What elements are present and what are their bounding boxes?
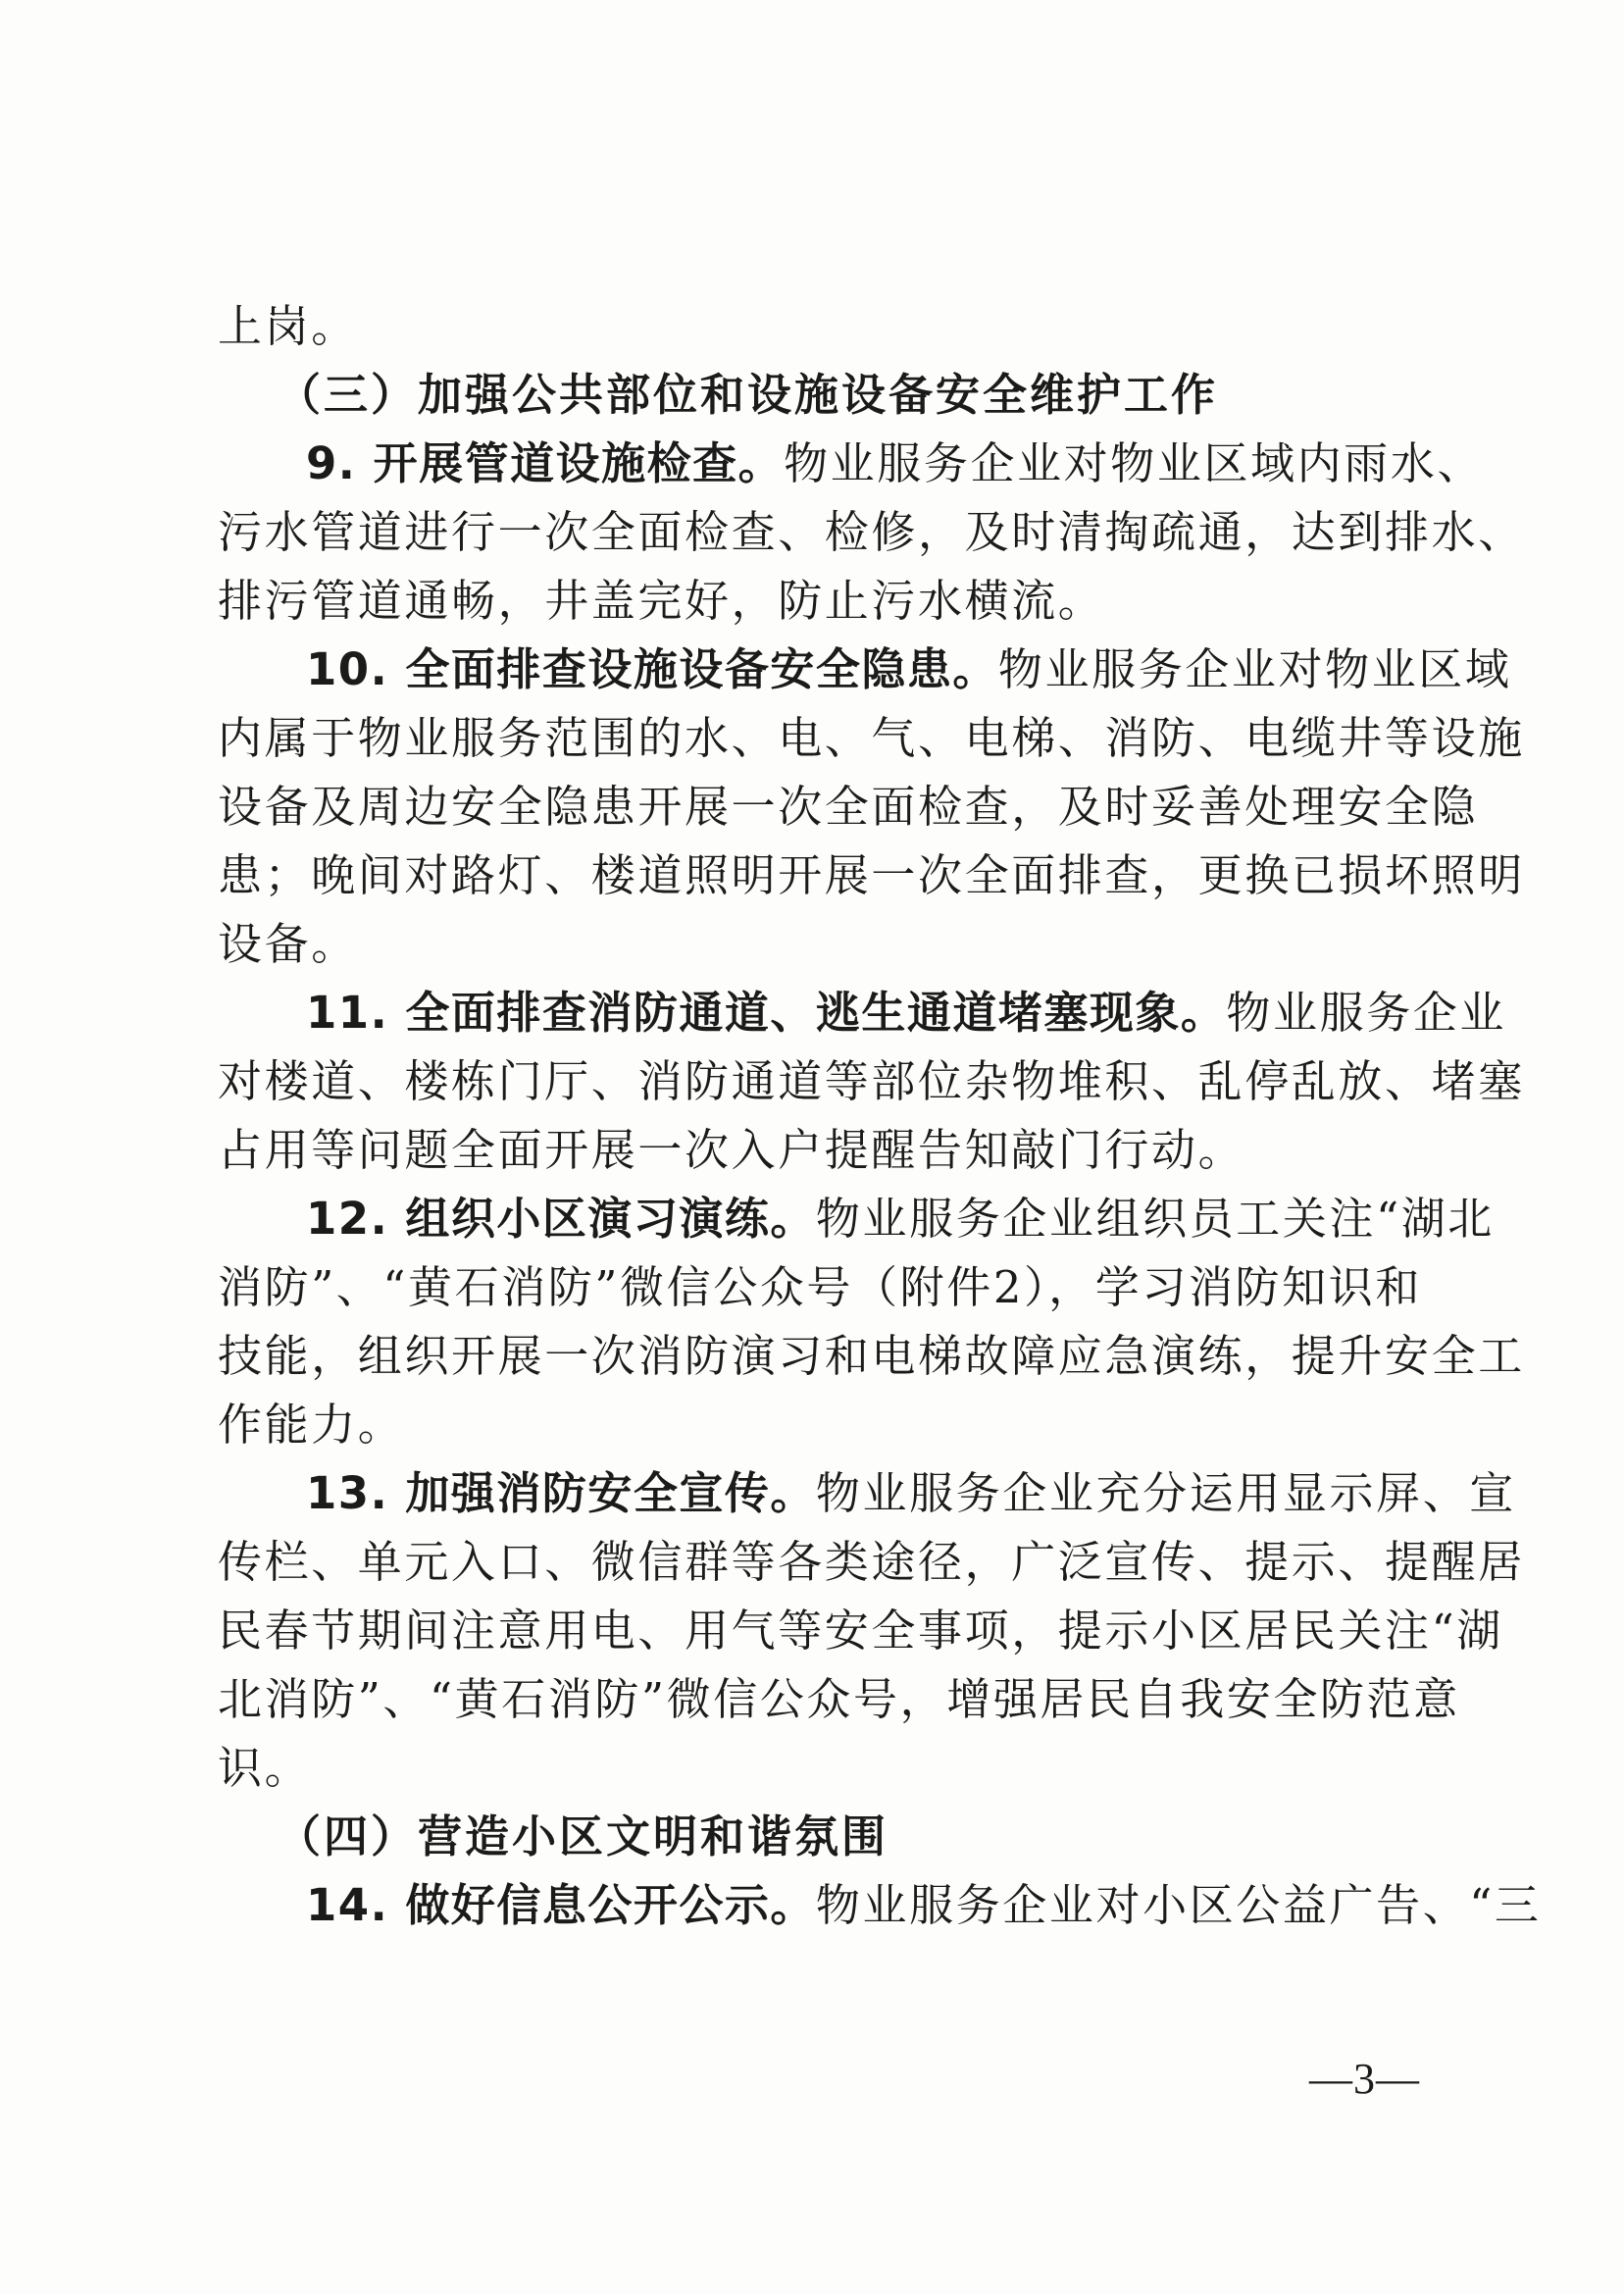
item-13-title: 13. 加强消防安全宣传。 — [306, 1467, 816, 1519]
item-12-first-line — [218, 1185, 1495, 1253]
item-14-first-line — [218, 1871, 1542, 1940]
paragraph-line: 识。 — [218, 1742, 312, 1794]
item-11-text: 物业服务企业 — [1226, 987, 1506, 1039]
paragraph-line: 对楼道、楼栋门厅、消防通道等部位杂物堆积、乱停乱放、堵塞 — [218, 1055, 1525, 1107]
paragraph-line: 设备。 — [218, 918, 358, 970]
paragraph-line: 占用等问题全面开展一次入户提醒告知敲门行动。 — [218, 1124, 1245, 1176]
paragraph-line: 北消防”、“黄石消防”微信公众号，增强居民自我安全防范意 — [218, 1673, 1460, 1725]
item-10-title: 10. 全面排查设施设备安全隐患。 — [306, 643, 998, 695]
item-9-text: 物业服务企业对物业区域内雨水、 — [784, 437, 1485, 489]
item-11-first-line — [218, 979, 1506, 1047]
item-10-text: 物业服务企业对物业区域 — [997, 643, 1512, 695]
section-heading-3: （三）加强公共部位和设施设备安全维护工作 — [277, 369, 1219, 421]
paragraph-line: 上岗。 — [218, 300, 358, 352]
item-9-first-line — [218, 430, 1485, 498]
item-13-text: 物业服务企业充分运用显示屏、宣 — [815, 1467, 1516, 1519]
item-9-title: 9. 开展管道设施检查。 — [306, 437, 785, 489]
paragraph-line: 技能，组织开展一次消防演习和电梯故障应急演练，提升安全工 — [218, 1330, 1525, 1382]
item-14-title: 14. 做好信息公开公示。 — [306, 1879, 816, 1931]
page-number: —3— — [1309, 2055, 1420, 2103]
item-10-first-line — [218, 636, 1512, 704]
item-14-text: 物业服务企业对小区公益广告、“三 — [815, 1879, 1542, 1931]
paragraph-line: 传栏、单元入口、微信群等各类途径，广泛宣传、提示、提醒居 — [218, 1536, 1525, 1588]
paragraph-line: 设备及周边安全隐患开展一次全面检查，及时妥善处理安全隐 — [218, 781, 1479, 833]
body-text — [218, 292, 1542, 1940]
section-heading-4: （四）营造小区文明和谐氛围 — [277, 1810, 889, 1862]
paragraph-line: 消防”、“黄石消防”微信公众号（附件2），学习消防知识和 — [218, 1261, 1422, 1313]
item-12-title: 12. 组织小区演习演练。 — [306, 1193, 816, 1245]
paragraph-line: 患；晚间对路灯、楼道照明开展一次全面排查，更换已损坏照明 — [218, 849, 1525, 901]
paragraph-line: 排污管道通畅，井盖完好，防止污水横流。 — [218, 575, 1105, 627]
paragraph-line: 污水管道进行一次全面检查、检修，及时清掏疏通，达到排水、 — [218, 506, 1525, 558]
paragraph-line: 民春节期间注意用电、用气等安全事项，提示小区居民关注“湖 — [218, 1605, 1503, 1657]
item-11-title: 11. 全面排查消防通道、逃生通道堵塞现象。 — [306, 987, 1227, 1039]
item-13-first-line — [218, 1459, 1516, 1528]
item-12-text: 物业服务企业组织员工关注“湖北 — [815, 1193, 1495, 1245]
paragraph-line: 内属于物业服务范围的水、电、气、电梯、消防、电缆井等设施 — [218, 712, 1525, 764]
paragraph-line: 作能力。 — [218, 1399, 405, 1451]
